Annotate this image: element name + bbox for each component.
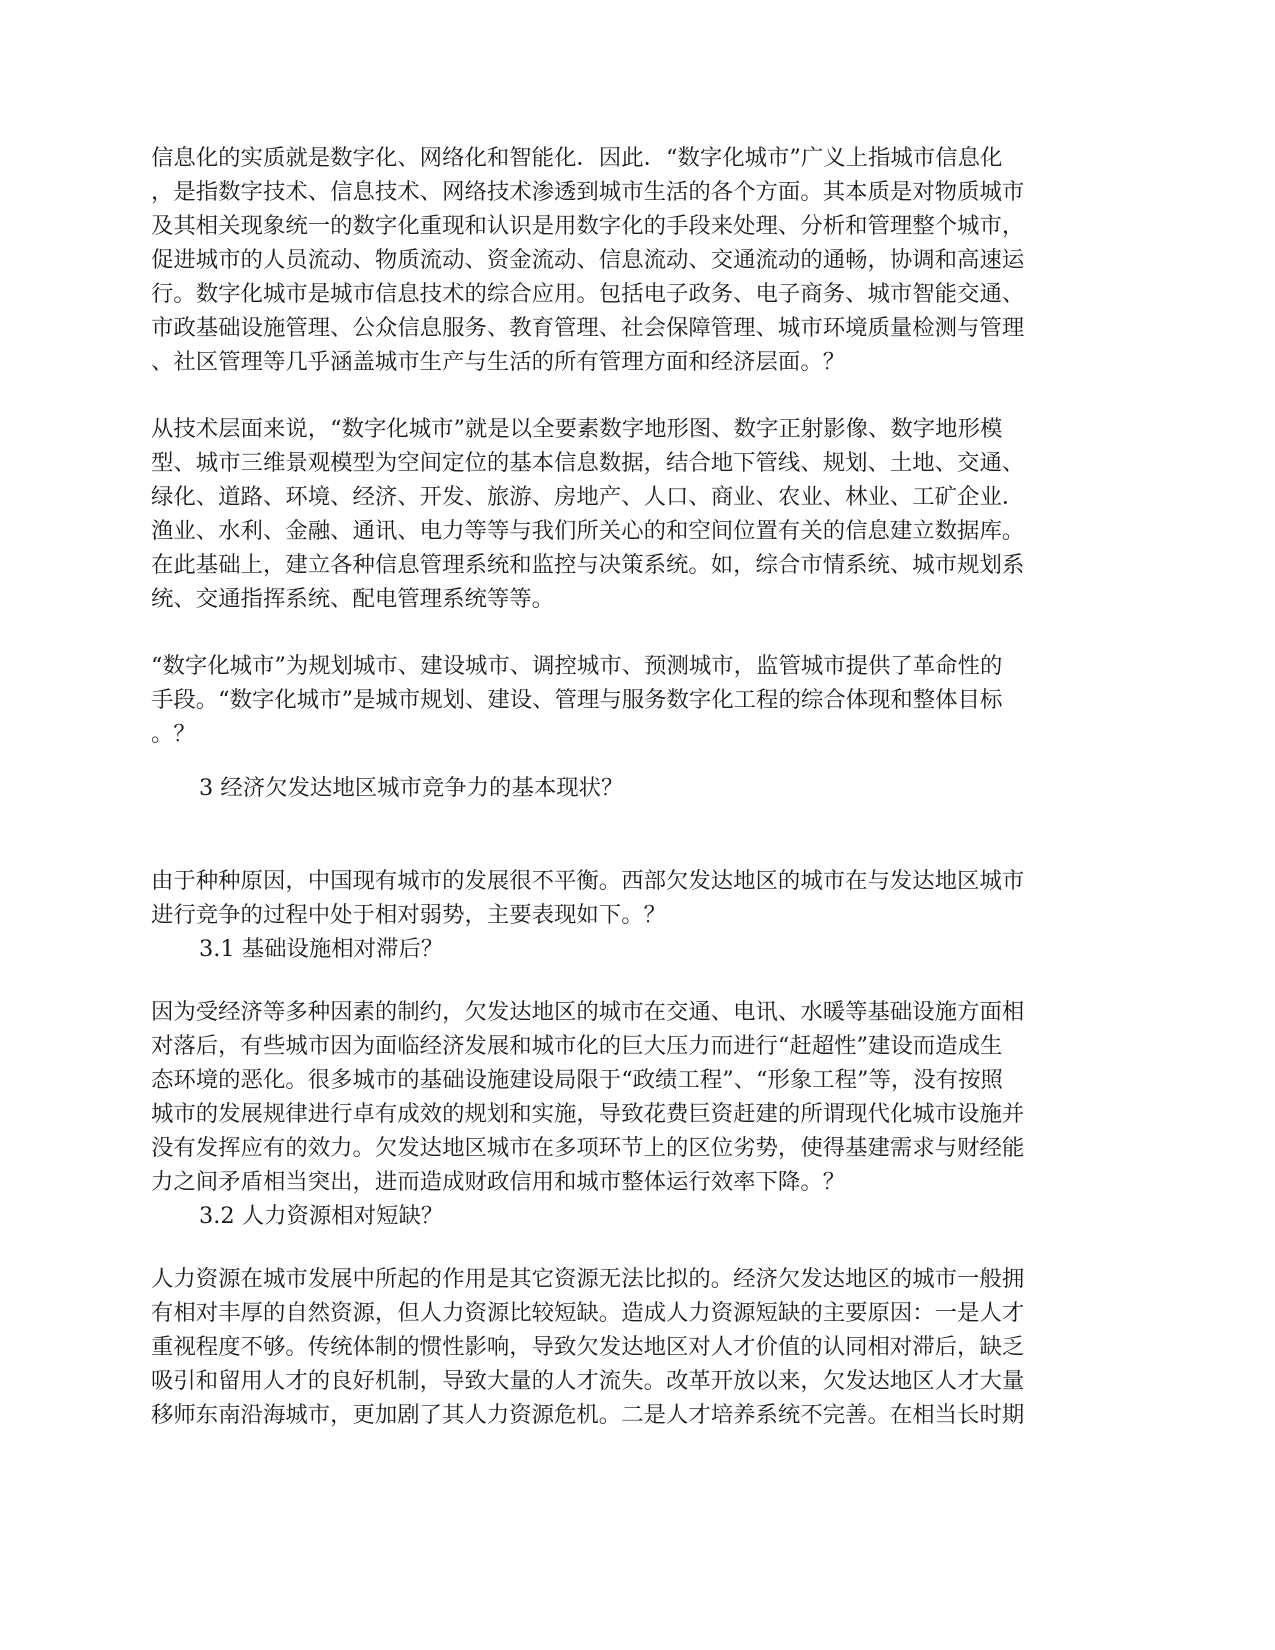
- text-line: 行。数字化城市是城市信息技术的综合应用。包括电子政务、电子商务、城市智能交通、: [151, 281, 1025, 307]
- text-line: 、社区管理等几乎涵盖城市生产与生活的所有管理方面和经济层面。？: [151, 349, 846, 375]
- text-line: 态环境的恶化。很多城市的基础设施建设局限于“政绩工程”、“形象工程”等，没有按照: [151, 1067, 1003, 1093]
- text-line: 及其相关现象统一的数字化重现和认识是用数字化的手段来处理、分析和管理整个城市，: [151, 213, 1025, 239]
- text-line: 重视程度不够。传统体制的惯性影响，导致欠发达地区对人才价值的认同相对滞后，缺乏: [151, 1334, 1025, 1360]
- text-line: 吸引和留用人才的良好机制，导致大量的人才流失。改革开放以来，欠发达地区人才大量: [151, 1368, 1025, 1394]
- text-line: 手段。“数字化城市”是城市规划、建设、管理与服务数字化工程的综合体现和整体目标: [151, 687, 1003, 713]
- text-line: 因为受经济等多种因素的制约，欠发达地区的城市在交通、电讯、水暖等基础设施方面相: [151, 999, 1025, 1025]
- text-line: “数字化城市”为规划城市、建设城市、调控城市、预测城市，监管城市提供了革命性的: [151, 653, 1003, 679]
- section-heading-3-2: 3.2 人力资源相对短缺？: [199, 1203, 444, 1229]
- text-line: 力之间矛盾相当突出，进而造成财政信用和城市整体运行效率下降。？: [151, 1169, 846, 1195]
- section-heading-3: 3 经济欠发达地区城市竞争力的基本现状？: [199, 775, 624, 801]
- text-line: 进行竞争的过程中处于相对弱势，主要表现如下。？: [151, 902, 666, 928]
- text-line: 促进城市的人员流动、物质流动、资金流动、信息流动、交通流动的通畅，协调和高速运: [151, 247, 1025, 273]
- text-line: 绿化、道路、环境、经济、开发、旅游、房地产、人口、商业、农业、林业、工矿企业．: [151, 484, 1025, 510]
- text-line: 有相对丰厚的自然资源，但人力资源比较短缺。造成人力资源短缺的主要原因：一是人才: [151, 1300, 1025, 1326]
- section-heading-3-1: 3.1 基础设施相对滞后？: [199, 936, 444, 962]
- text-line: 由于种种原因，中国现有城市的发展很不平衡。西部欠发达地区的城市在与发达地区城市: [151, 868, 1025, 894]
- text-line: 市政基础设施管理、公众信息服务、教育管理、社会保障管理、城市环境质量检测与管理: [151, 315, 1025, 341]
- text-line: 。？: [151, 721, 196, 747]
- text-line: 从技术层面来说，“数字化城市”就是以全要素数字地形图、数字正射影像、数字地形模: [151, 416, 1003, 442]
- text-line: 没有发挥应有的效力。欠发达地区城市在多项环节上的区位劣势，使得基建需求与财经能: [151, 1135, 1025, 1161]
- text-line: 移师东南沿海城市，更加剧了其人力资源危机。二是人才培养系统不完善。在相当长时期: [151, 1402, 1025, 1428]
- text-line: 信息化的实质就是数字化、网络化和智能化．因此．“数字化城市”广义上指城市信息化: [151, 145, 1003, 171]
- text-line: 渔业、水利、金融、通讯、电力等等与我们所关心的和空间位置有关的信息建立数据库。: [151, 518, 1025, 544]
- text-line: 在此基础上，建立各种信息管理系统和监控与决策系统。如，综合市情系统、城市规划系: [151, 552, 1025, 578]
- text-line: 城市的发展规律进行卓有成效的规划和实施，导致花费巨资赶建的所谓现代化城市设施并: [151, 1101, 1025, 1127]
- text-line: 型、城市三维景观模型为空间定位的基本信息数据，结合地下管线、规划、土地、交通、: [151, 450, 1025, 476]
- text-line: ，是指数字技术、信息技术、网络技术渗透到城市生活的各个方面。其本质是对物质城市: [151, 179, 1025, 205]
- text-line: 对落后，有些城市因为面临经济发展和城市化的巨大压力而进行“赶超性”建设而造成生: [151, 1033, 1003, 1059]
- text-line: 统、交通指挥系统、配电管理系统等等。: [151, 586, 555, 612]
- text-line: 人力资源在城市发展中所起的作用是其它资源无法比拟的。经济欠发达地区的城市一般拥: [151, 1266, 1025, 1292]
